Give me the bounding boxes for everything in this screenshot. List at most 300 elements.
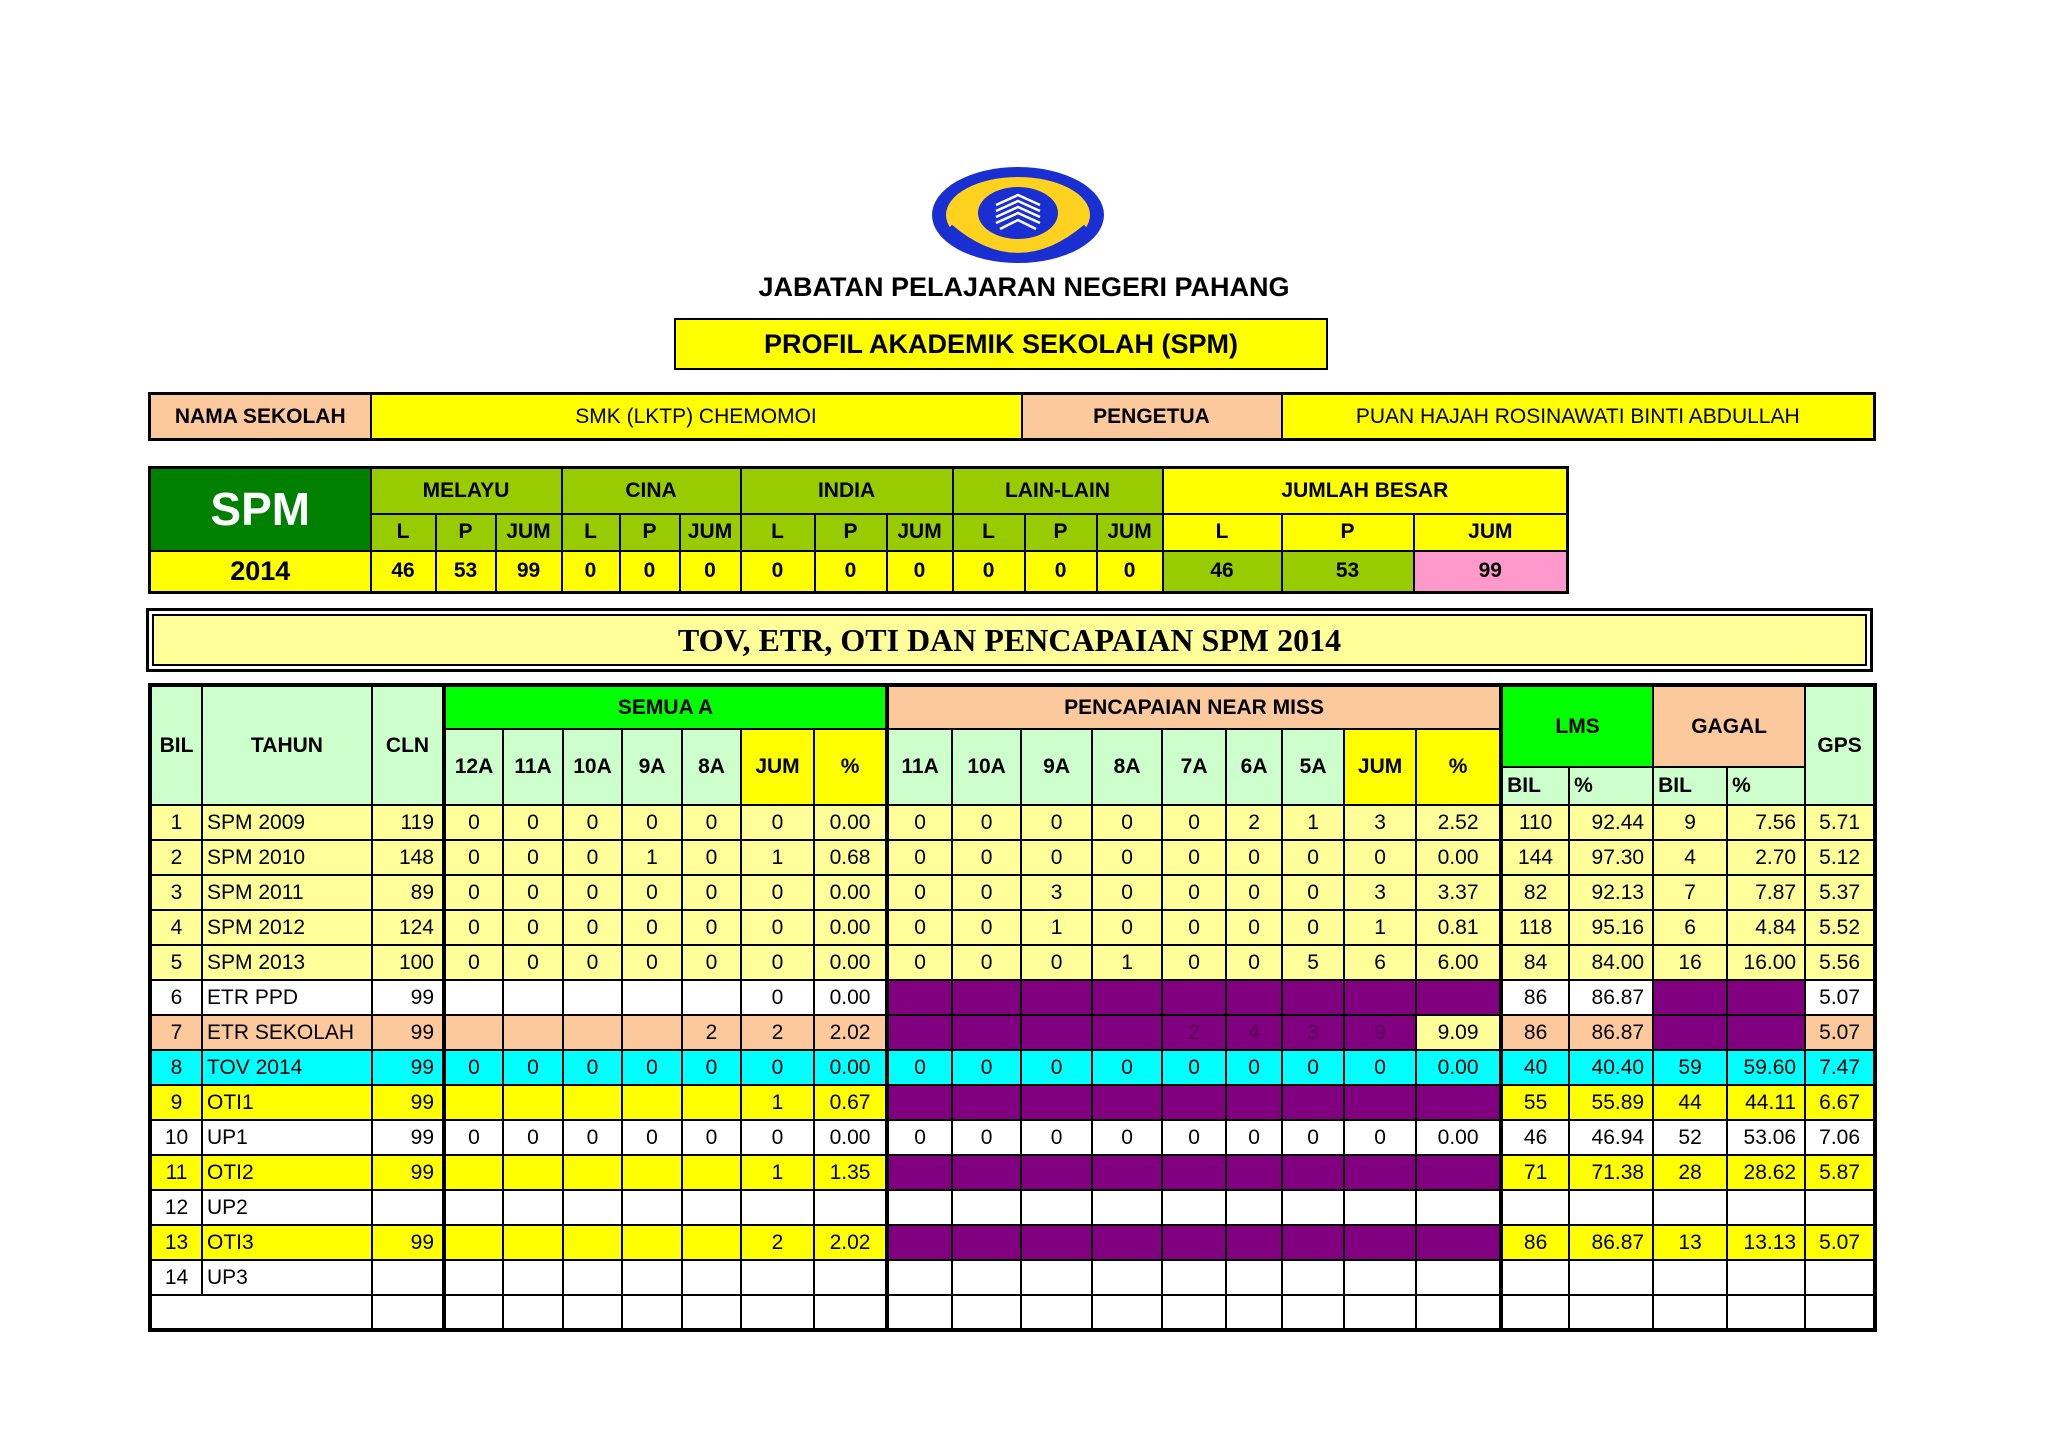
row-lms-pct: 40.40 — [1569, 1050, 1653, 1085]
row-semua-cell — [444, 1085, 503, 1120]
row-near-cell — [1226, 1225, 1282, 1260]
row-semua-cell — [503, 1190, 563, 1225]
row-near-cell — [952, 980, 1021, 1015]
row-near-cell: 0 — [1092, 1050, 1162, 1085]
row-gagal-pct — [1727, 1015, 1805, 1050]
row-lms-pct: 71.38 — [1569, 1155, 1653, 1190]
school-name-value: SMK (LKTP) CHEMOMOI — [371, 394, 1022, 440]
row-near-cell — [1416, 1225, 1501, 1260]
group-lain-lain: LAIN-LAIN — [953, 468, 1163, 514]
row-near-cell: 0 — [1021, 1050, 1092, 1085]
row-lms-bil: 86 — [1501, 1225, 1569, 1260]
blank-cell — [1282, 1295, 1344, 1330]
blank-cell — [1569, 1295, 1653, 1330]
blank-cell — [1501, 1295, 1569, 1330]
row-near-cell: 0 — [887, 910, 952, 945]
row-gps: 5.07 — [1805, 1225, 1875, 1260]
header-semua-10a: 10A — [563, 729, 622, 805]
row-near-cell — [1162, 1225, 1226, 1260]
row-near-cell — [952, 1155, 1021, 1190]
blank-cell — [1162, 1295, 1226, 1330]
row-semua-cell — [622, 1260, 682, 1295]
row-near-cell: 0 — [1162, 840, 1226, 875]
row-semua-cell: 0 — [563, 875, 622, 910]
row-near-cell: 3 — [1282, 1015, 1344, 1050]
row-semua-cell — [563, 1155, 622, 1190]
blank-cell — [682, 1295, 741, 1330]
row-gps — [1805, 1190, 1875, 1225]
row-near-cell: 9.09 — [1416, 1015, 1501, 1050]
row-semua-cell — [622, 1015, 682, 1050]
row-near-cell: 0 — [952, 1120, 1021, 1155]
header-near-5a: 5A — [1282, 729, 1344, 805]
lain-l: 0 — [953, 551, 1025, 593]
row-near-cell: 4 — [1226, 1015, 1282, 1050]
table-row — [150, 1225, 1875, 1260]
spm-year: 2014 — [150, 551, 371, 593]
row-semua-cell: 0 — [682, 945, 741, 980]
header-near-miss: PENCAPAIAN NEAR MISS — [887, 685, 1501, 729]
header-semua-9a: 9A — [622, 729, 682, 805]
row-near-cell — [1416, 1155, 1501, 1190]
header-near-10a: 10A — [952, 729, 1021, 805]
row-lms-pct: 84.00 — [1569, 945, 1653, 980]
row-gagal-bil: 28 — [1653, 1155, 1727, 1190]
row-near-cell: 0 — [1282, 1120, 1344, 1155]
row-tahun: TOV 2014 — [202, 1050, 372, 1085]
row-near-cell — [887, 1260, 952, 1295]
row-lms-bil: 86 — [1501, 1015, 1569, 1050]
row-gagal-bil — [1653, 980, 1727, 1015]
row-lms-bil: 84 — [1501, 945, 1569, 980]
row-lms-pct: 86.87 — [1569, 1015, 1653, 1050]
row-near-cell: 6 — [1344, 945, 1416, 980]
group-melayu: MELAYU — [371, 468, 562, 514]
achievement-table — [148, 683, 1877, 1332]
row-cln — [372, 1260, 444, 1295]
header-lms-pct: % — [1569, 767, 1653, 805]
row-semua-cell: 0 — [622, 910, 682, 945]
header-near-9a: 9A — [1021, 729, 1092, 805]
row-near-cell: 2 — [1226, 805, 1282, 840]
row-near-cell — [1344, 1155, 1416, 1190]
row-lms-bil — [1501, 1190, 1569, 1225]
row-tahun: OTI1 — [202, 1085, 372, 1120]
row-near-cell: 0 — [1162, 1050, 1226, 1085]
row-near-cell: 1 — [1021, 910, 1092, 945]
blank-cell — [622, 1295, 682, 1330]
row-semua-cell: 0 — [622, 945, 682, 980]
sub-l: L — [371, 514, 436, 551]
row-gagal-pct — [1727, 1190, 1805, 1225]
row-near-cell: 5 — [1282, 945, 1344, 980]
sub-p: P — [1282, 514, 1414, 551]
blank-cell — [887, 1295, 952, 1330]
row-near-cell: 0 — [887, 805, 952, 840]
row-near-cell: 0 — [1162, 805, 1226, 840]
row-semua-cell — [563, 980, 622, 1015]
table-row — [150, 1120, 1875, 1155]
row-tahun: SPM 2009 — [202, 805, 372, 840]
blank-cell — [503, 1295, 563, 1330]
sub-p: P — [436, 514, 496, 551]
row-near-cell: 0 — [1162, 910, 1226, 945]
row-near-cell: 0.00 — [1416, 1120, 1501, 1155]
row-semua-cell — [741, 1260, 814, 1295]
row-gagal-bil: 7 — [1653, 875, 1727, 910]
row-gagal-bil: 44 — [1653, 1085, 1727, 1120]
row-semua-cell — [503, 1015, 563, 1050]
sub-l: L — [1163, 514, 1282, 551]
org-title: JABATAN PELAJARAN NEGERI PAHANG — [758, 272, 1290, 302]
row-near-cell: 0 — [1226, 910, 1282, 945]
row-lms-bil: 40 — [1501, 1050, 1569, 1085]
table-row — [150, 1260, 1875, 1295]
row-semua-cell: 0 — [622, 1120, 682, 1155]
table-row — [150, 840, 1875, 875]
row-semua-cell: 0 — [503, 805, 563, 840]
row-near-cell — [1021, 1225, 1092, 1260]
row-lms-bil: 86 — [1501, 980, 1569, 1015]
row-bil: 13 — [150, 1225, 202, 1260]
row-bil: 3 — [150, 875, 202, 910]
row-semua-cell: 0.00 — [814, 875, 887, 910]
header-gagal-pct: % — [1727, 767, 1805, 805]
india-l: 0 — [741, 551, 815, 593]
row-semua-cell: 0 — [503, 1120, 563, 1155]
row-gagal-bil: 16 — [1653, 945, 1727, 980]
row-bil: 14 — [150, 1260, 202, 1295]
jumlah-jum: 99 — [1414, 551, 1568, 593]
table-row — [150, 1050, 1875, 1085]
school-info-table — [148, 392, 1876, 441]
row-semua-cell — [682, 1190, 741, 1225]
row-near-cell — [1021, 1085, 1092, 1120]
row-lms-pct — [1569, 1260, 1653, 1295]
row-semua-cell — [622, 1225, 682, 1260]
row-semua-cell: 0 — [682, 875, 741, 910]
row-near-cell — [1092, 980, 1162, 1015]
row-near-cell — [1021, 1015, 1092, 1050]
row-gagal-bil — [1653, 1015, 1727, 1050]
lain-p: 0 — [1025, 551, 1097, 593]
header-cln: CLN — [372, 685, 444, 805]
row-gagal-bil — [1653, 1190, 1727, 1225]
row-semua-cell: 2.02 — [814, 1015, 887, 1050]
row-near-cell — [1416, 1260, 1501, 1295]
row-near-cell — [1162, 1260, 1226, 1295]
row-semua-cell: 0 — [503, 1050, 563, 1085]
row-semua-cell: 0 — [741, 945, 814, 980]
row-near-cell — [1226, 1155, 1282, 1190]
row-near-cell — [887, 1225, 952, 1260]
row-semua-cell — [563, 1225, 622, 1260]
row-near-cell — [1021, 1155, 1092, 1190]
sub-p: P — [815, 514, 887, 551]
row-tahun: ETR PPD — [202, 980, 372, 1015]
row-near-cell: 0 — [1344, 840, 1416, 875]
row-tahun: OTI2 — [202, 1155, 372, 1190]
blank-cell — [372, 1295, 444, 1330]
row-gps: 5.71 — [1805, 805, 1875, 840]
table-row — [150, 1085, 1875, 1120]
row-semua-cell — [503, 1085, 563, 1120]
row-near-cell — [1092, 1225, 1162, 1260]
row-semua-cell: 0 — [741, 910, 814, 945]
row-semua-cell — [741, 1190, 814, 1225]
header-lms-bil: BIL — [1501, 767, 1569, 805]
row-near-cell: 1 — [1282, 805, 1344, 840]
row-gps: 5.87 — [1805, 1155, 1875, 1190]
row-near-cell: 2 — [1162, 1015, 1226, 1050]
row-semua-cell: 0 — [563, 1120, 622, 1155]
row-semua-cell: 0 — [741, 980, 814, 1015]
header-gagal: GAGAL — [1653, 685, 1805, 767]
row-near-cell — [1282, 980, 1344, 1015]
principal-label: PENGETUA — [1022, 394, 1282, 440]
lain-jum: 0 — [1097, 551, 1163, 593]
row-near-cell — [1344, 980, 1416, 1015]
blank-cell — [952, 1295, 1021, 1330]
row-semua-cell: 1.35 — [814, 1155, 887, 1190]
row-semua-cell: 0 — [444, 945, 503, 980]
row-near-cell — [1344, 1260, 1416, 1295]
row-near-cell: 0 — [1021, 805, 1092, 840]
row-near-cell — [1226, 980, 1282, 1015]
row-semua-cell — [682, 1155, 741, 1190]
table-row — [150, 875, 1875, 910]
row-gagal-bil: 6 — [1653, 910, 1727, 945]
row-bil: 2 — [150, 840, 202, 875]
row-semua-cell — [563, 1260, 622, 1295]
group-cina: CINA — [562, 468, 741, 514]
row-gagal-pct: 59.60 — [1727, 1050, 1805, 1085]
row-semua-cell: 0 — [682, 840, 741, 875]
row-near-cell — [887, 1190, 952, 1225]
header-semua-11a: 11A — [503, 729, 563, 805]
row-semua-cell: 0 — [741, 875, 814, 910]
row-near-cell: 0 — [952, 1050, 1021, 1085]
row-near-cell: 0 — [1092, 875, 1162, 910]
row-lms-bil: 82 — [1501, 875, 1569, 910]
table-row — [150, 945, 1875, 980]
row-semua-cell: 0 — [741, 1120, 814, 1155]
table-row — [150, 805, 1875, 840]
row-semua-cell: 0 — [444, 840, 503, 875]
row-near-cell — [1344, 1190, 1416, 1225]
row-cln: 89 — [372, 875, 444, 910]
table-row — [150, 1015, 1875, 1050]
row-semua-cell: 0.00 — [814, 980, 887, 1015]
row-semua-cell: 0 — [622, 1050, 682, 1085]
row-near-cell — [1282, 1155, 1344, 1190]
sub-jum: JUM — [1097, 514, 1163, 551]
row-semua-cell — [503, 980, 563, 1015]
row-lms-pct: 97.30 — [1569, 840, 1653, 875]
blank-cell — [1416, 1295, 1501, 1330]
row-near-cell — [1092, 1260, 1162, 1295]
row-semua-cell: 0 — [503, 910, 563, 945]
blank-cell — [1226, 1295, 1282, 1330]
header-semua-a: SEMUA A — [444, 685, 887, 729]
melayu-p: 53 — [436, 551, 496, 593]
row-near-cell — [1021, 1260, 1092, 1295]
row-cln: 99 — [372, 1050, 444, 1085]
row-semua-cell: 0 — [444, 910, 503, 945]
blank-cell — [1344, 1295, 1416, 1330]
cina-l: 0 — [562, 551, 620, 593]
header-near-8a: 8A — [1092, 729, 1162, 805]
row-gagal-bil: 4 — [1653, 840, 1727, 875]
row-tahun: UP1 — [202, 1120, 372, 1155]
row-gagal-bil: 59 — [1653, 1050, 1727, 1085]
row-semua-cell: 0 — [563, 805, 622, 840]
row-semua-cell: 0 — [503, 840, 563, 875]
row-semua-cell — [563, 1015, 622, 1050]
blank-cell — [741, 1295, 814, 1330]
row-lms-pct: 55.89 — [1569, 1085, 1653, 1120]
header-gps: GPS — [1805, 685, 1875, 805]
row-near-cell — [1162, 1155, 1226, 1190]
row-gagal-pct: 44.11 — [1727, 1085, 1805, 1120]
row-semua-cell: 0 — [503, 945, 563, 980]
header-semua-pct: % — [814, 729, 887, 805]
table-row — [150, 1155, 1875, 1190]
row-near-cell — [1162, 1085, 1226, 1120]
row-near-cell — [887, 1155, 952, 1190]
row-lms-pct: 92.44 — [1569, 805, 1653, 840]
row-gagal-pct — [1727, 980, 1805, 1015]
row-semua-cell — [444, 1015, 503, 1050]
row-semua-cell: 0.00 — [814, 805, 887, 840]
row-semua-cell — [622, 1190, 682, 1225]
row-gagal-pct: 28.62 — [1727, 1155, 1805, 1190]
row-gps: 5.37 — [1805, 875, 1875, 910]
row-near-cell — [952, 1190, 1021, 1225]
row-near-cell: 0.00 — [1416, 1050, 1501, 1085]
row-semua-cell: 0 — [503, 875, 563, 910]
row-near-cell: 3.37 — [1416, 875, 1501, 910]
row-semua-cell — [814, 1190, 887, 1225]
row-bil: 4 — [150, 910, 202, 945]
spm-enrollment-table — [148, 466, 1569, 594]
row-lms-pct: 46.94 — [1569, 1120, 1653, 1155]
jpn-pahang-logo — [930, 165, 1106, 265]
row-cln: 99 — [372, 1120, 444, 1155]
row-near-cell: 0 — [1282, 1050, 1344, 1085]
row-tahun: ETR SEKOLAH — [202, 1015, 372, 1050]
row-cln: 148 — [372, 840, 444, 875]
row-tahun: SPM 2011 — [202, 875, 372, 910]
row-near-cell: 0 — [1282, 840, 1344, 875]
jumlah-l: 46 — [1163, 551, 1282, 593]
blank-cell — [1805, 1295, 1875, 1330]
row-semua-cell — [563, 1085, 622, 1120]
blank-cell — [563, 1295, 622, 1330]
row-near-cell: 0 — [1226, 945, 1282, 980]
row-near-cell: 0 — [1344, 1050, 1416, 1085]
row-tahun: UP3 — [202, 1260, 372, 1295]
row-near-cell: 2.52 — [1416, 805, 1501, 840]
row-bil: 9 — [150, 1085, 202, 1120]
row-semua-cell: 0 — [682, 910, 741, 945]
row-semua-cell — [622, 1155, 682, 1190]
row-gagal-bil: 13 — [1653, 1225, 1727, 1260]
header-near-7a: 7A — [1162, 729, 1226, 805]
row-semua-cell: 0 — [682, 1050, 741, 1085]
group-jumlah-besar: JUMLAH BESAR — [1163, 468, 1568, 514]
row-semua-cell: 0 — [563, 945, 622, 980]
row-semua-cell — [814, 1260, 887, 1295]
row-bil: 1 — [150, 805, 202, 840]
row-near-cell: 0 — [887, 840, 952, 875]
row-semua-cell — [444, 980, 503, 1015]
blank-cell — [1021, 1295, 1092, 1330]
row-semua-cell: 0 — [444, 805, 503, 840]
row-semua-cell — [563, 1190, 622, 1225]
row-semua-cell — [444, 1190, 503, 1225]
row-bil: 10 — [150, 1120, 202, 1155]
row-near-cell: 0 — [887, 945, 952, 980]
row-lms-bil: 46 — [1501, 1120, 1569, 1155]
row-near-cell — [1021, 1190, 1092, 1225]
header-near-pct: % — [1416, 729, 1501, 805]
row-semua-cell — [503, 1225, 563, 1260]
row-semua-cell — [503, 1260, 563, 1295]
row-near-cell: 0 — [952, 910, 1021, 945]
row-semua-cell: 0 — [741, 805, 814, 840]
row-gagal-pct — [1727, 1260, 1805, 1295]
row-near-cell — [952, 1225, 1021, 1260]
row-semua-cell: 0 — [444, 1050, 503, 1085]
row-gagal-pct: 2.70 — [1727, 840, 1805, 875]
row-cln: 99 — [372, 1085, 444, 1120]
header-semua-12a: 12A — [444, 729, 503, 805]
principal-value: PUAN HAJAH ROSINAWATI BINTI ABDULLAH — [1282, 394, 1875, 440]
row-semua-cell: 0.67 — [814, 1085, 887, 1120]
row-near-cell — [1282, 1260, 1344, 1295]
row-near-cell: 0 — [1021, 1120, 1092, 1155]
row-semua-cell — [503, 1155, 563, 1190]
row-semua-cell: 2 — [682, 1015, 741, 1050]
row-near-cell — [952, 1015, 1021, 1050]
row-near-cell — [1226, 1085, 1282, 1120]
row-gps: 7.47 — [1805, 1050, 1875, 1085]
row-near-cell: 0 — [952, 840, 1021, 875]
row-near-cell: 3 — [1344, 875, 1416, 910]
row-near-cell — [1162, 980, 1226, 1015]
row-semua-cell — [444, 1155, 503, 1190]
header-tahun: TAHUN — [202, 685, 372, 805]
row-semua-cell: 0.00 — [814, 1050, 887, 1085]
row-near-cell — [887, 1085, 952, 1120]
row-semua-cell: 0 — [444, 875, 503, 910]
blank-gap — [150, 1295, 372, 1330]
blank-cell — [1653, 1295, 1727, 1330]
row-near-cell — [1226, 1260, 1282, 1295]
row-bil: 6 — [150, 980, 202, 1015]
row-bil: 8 — [150, 1050, 202, 1085]
row-near-cell: 6.00 — [1416, 945, 1501, 980]
row-near-cell: 0 — [1092, 805, 1162, 840]
row-semua-cell — [622, 1085, 682, 1120]
row-near-cell: 0 — [1282, 875, 1344, 910]
row-near-cell — [887, 980, 952, 1015]
row-tahun: OTI3 — [202, 1225, 372, 1260]
row-semua-cell: 0 — [622, 875, 682, 910]
sub-jum: JUM — [680, 514, 741, 551]
row-semua-cell — [682, 1260, 741, 1295]
